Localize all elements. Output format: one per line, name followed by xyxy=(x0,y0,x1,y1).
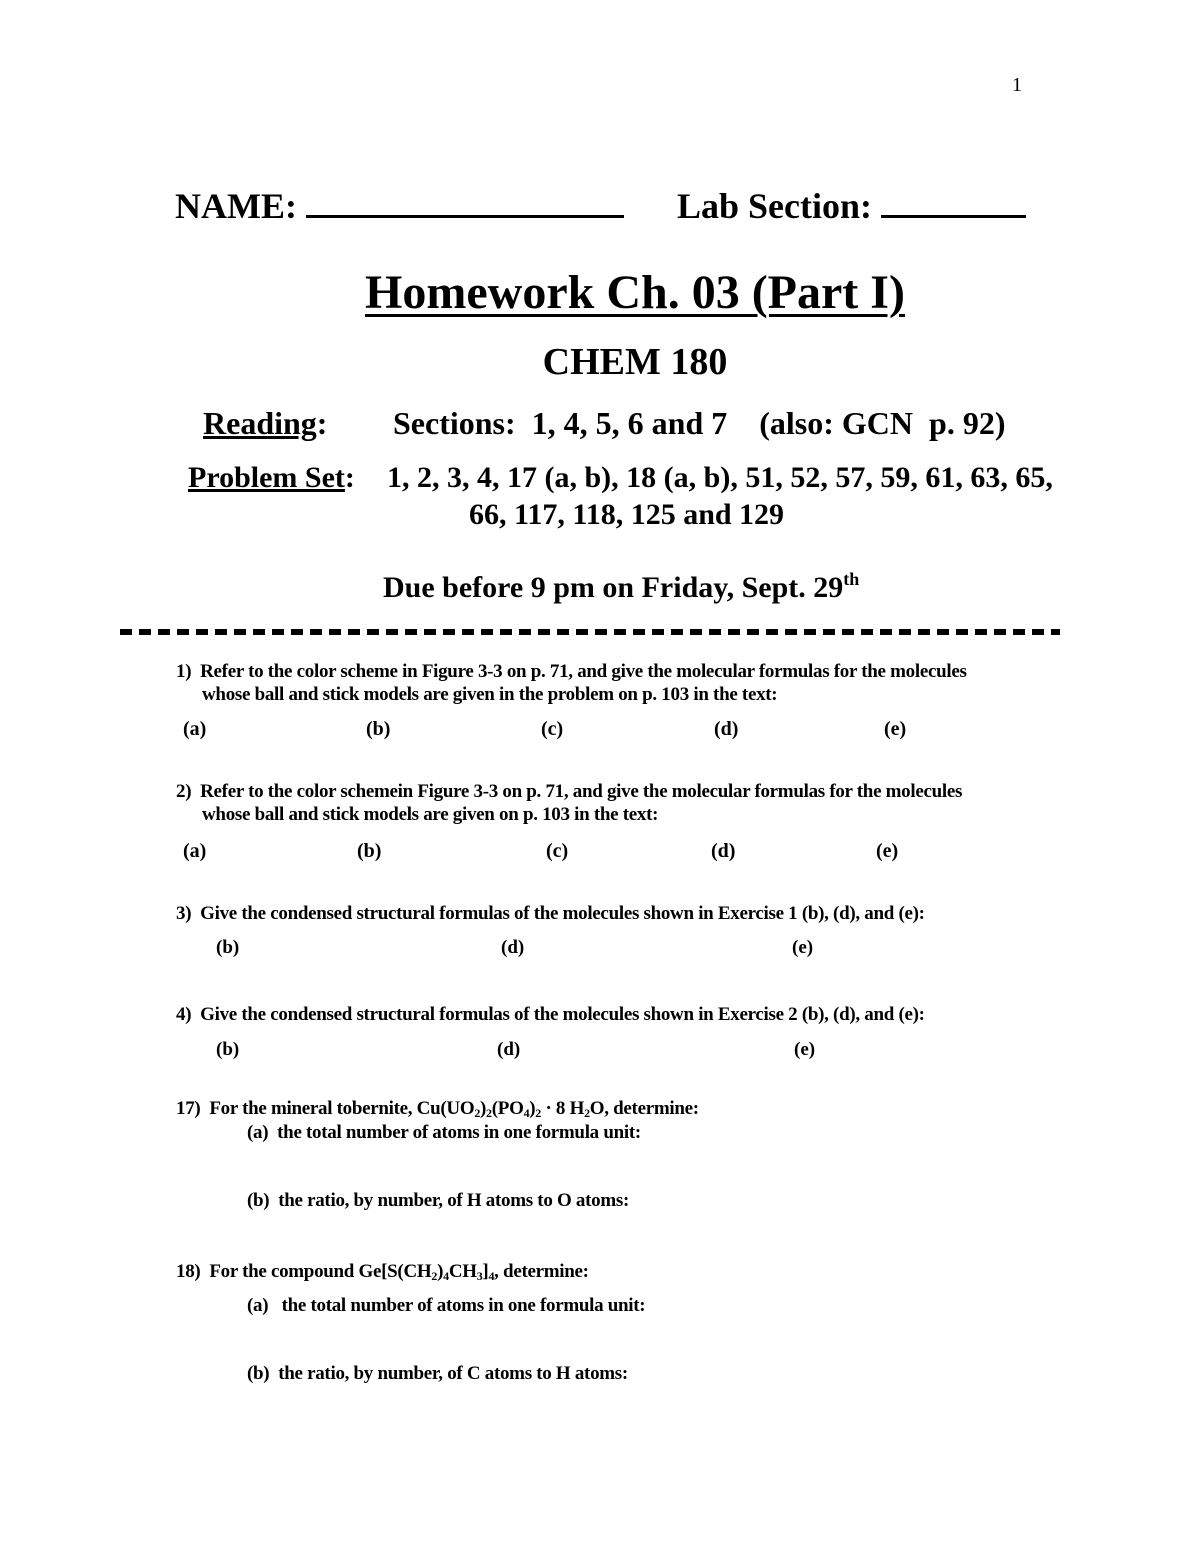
page-number: 1 xyxy=(1012,74,1022,96)
question-3-option-b: (b) xyxy=(216,937,240,958)
question-2-line-2: whose ball and stick models are given on p. 103 in the text: xyxy=(202,804,659,825)
question-4-line-1: 4) Give the condensed structural formulas of the molecules shown in Exercise 2 (b), (d), and (e): xyxy=(176,1004,925,1025)
reading-label: Reading: xyxy=(203,405,328,441)
course-name: CHEM 180 xyxy=(542,341,728,383)
question-1-line-1: 1) Refer to the color scheme in Figure 3-3 on p. 71, and give the molecular formulas for the molecules xyxy=(176,661,967,682)
lab-section-field xyxy=(677,185,1026,227)
question-4-option-b: (b) xyxy=(216,1039,240,1060)
question-1-option-d: (d) xyxy=(714,718,739,740)
question-3-option-e: (e) xyxy=(792,937,814,958)
question-2-option-c: (c) xyxy=(546,840,569,862)
due-date: Due before 9 pm on Friday, Sept. 29th xyxy=(383,569,860,604)
problem-set-label: Problem Set: xyxy=(188,461,355,494)
lab-section-blank[interactable] xyxy=(881,185,1026,218)
question-1-option-e: (e) xyxy=(884,718,907,740)
question-18-line-1: 18) For the compound $Ge[S(CH_2)_4CH_3]_4$, determine: xyxy=(176,1261,589,1283)
question-4-option-d: (d) xyxy=(497,1039,521,1060)
question-1-option-a: (a) xyxy=(183,718,207,740)
question-4-option-e: (e) xyxy=(794,1039,816,1060)
question-2-option-d: (d) xyxy=(711,840,736,862)
question-17-part-b: (b) the ratio, by number, of H atoms to O atoms: xyxy=(247,1190,629,1211)
question-17-line-1: 17) For the mineral tobernite, $Cu(UO_2)_2(PO_4)_2 \cdot 8$ $H_2O$, determine: xyxy=(176,1098,699,1120)
question-2-option-b: (b) xyxy=(357,840,382,862)
name-field xyxy=(175,185,624,227)
question-1-option-b: (b) xyxy=(366,718,391,740)
lab-section-label: Lab Section: xyxy=(677,186,873,226)
question-18-part-a: (a) the total number of atoms in one formula unit: xyxy=(247,1295,646,1316)
question-2-line-1: 2) Refer to the color schemein Figure 3-3 on p. 71, and give the molecular formulas for the molecules xyxy=(176,781,963,802)
reading-sections: Sections: 1, 4, 5, 6 and 7 (also: GCN p. 92) xyxy=(393,405,1006,441)
page-title: Homework Ch. 03 (Part I) xyxy=(365,266,905,319)
name-blank[interactable] xyxy=(306,185,624,218)
problem-set-line-1: 1, 2, 3, 4, 17 (a, b), 18 (a, b), 51, 52, 57, 59, 61, 63, 65, xyxy=(387,461,1053,494)
question-2-option-e: (e) xyxy=(876,840,899,862)
question-17-part-a: (a) the total number of atoms in one formula unit: xyxy=(247,1122,641,1143)
name-label: NAME: xyxy=(175,186,297,226)
question-3-option-d: (d) xyxy=(501,937,525,958)
question-1-option-c: (c) xyxy=(541,718,564,740)
problem-set-line-2: 66, 117, 118, 125 and 129 xyxy=(469,498,785,531)
question-1-line-2: whose ball and stick models are given in the problem on p. 103 in the text: xyxy=(202,684,778,705)
dashed-divider xyxy=(120,629,1060,635)
question-2-option-a: (a) xyxy=(183,840,207,862)
question-3-line-1: 3) Give the condensed structural formulas of the molecules shown in Exercise 1 (b), (d), and (e): xyxy=(176,903,925,924)
question-18-part-b: (b) the ratio, by number, of C atoms to H atoms: xyxy=(247,1363,628,1384)
